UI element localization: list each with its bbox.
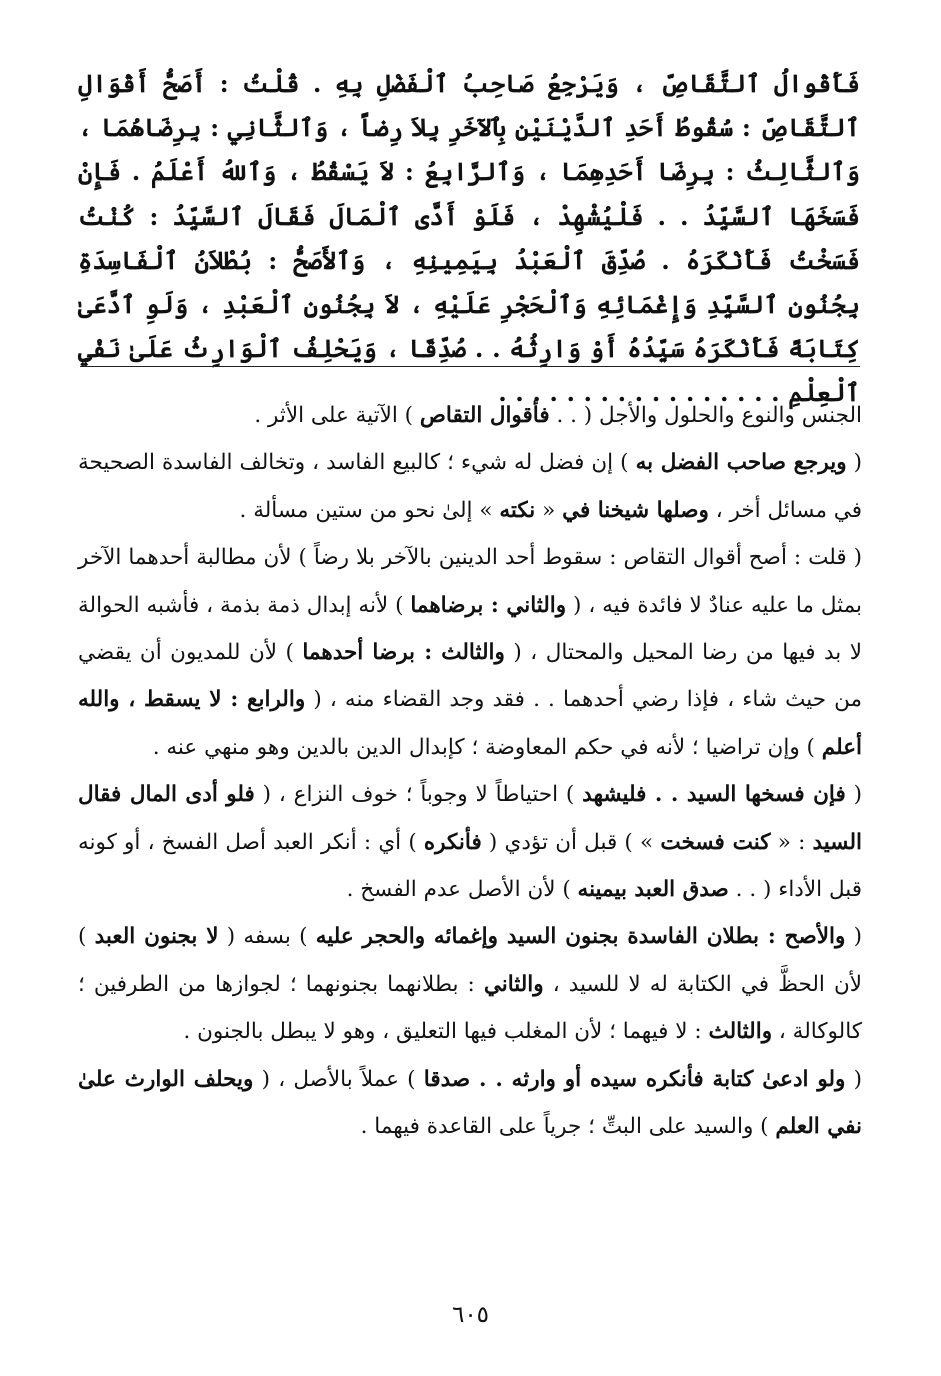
commentary-paragraph xyxy=(78,534,862,771)
commentary-segment: ) لأن الأصل عدم الفسخ . xyxy=(346,877,578,903)
commentary-segment: : بطلانهما بجنونهما ؛ لجوازها من الطرفين ؛ كالوكالة ، xyxy=(78,971,862,1045)
commentary-segment: ) لأن مطالبة أحدهما الآخر بمثل ما عليه عنادٌ لا فائدة فيه ، ( xyxy=(78,545,862,618)
quoted-matn-segment: والأصح : بطلان الفاسدة بجنون السيد وإغمائه والحجر عليه xyxy=(315,924,846,950)
quoted-matn-segment: صدق العبد بيمينه xyxy=(577,877,729,903)
commentary-segment: « xyxy=(535,497,563,523)
commentary-segment: ( xyxy=(846,450,863,476)
commentary-segment: » ) قبل أن تؤدي ( xyxy=(481,829,661,855)
commentary-segment: ) والسيد على البتِّ ؛ جرياً على القاعدة فيهما . xyxy=(360,1114,776,1140)
commentary-segment: ) لأن الحظَّ في الكتابة له لا للسيد ، xyxy=(78,924,862,997)
separator-line xyxy=(80,366,860,367)
quoted-matn-segment: وصلها شيخنا في xyxy=(562,497,709,523)
quoted-matn-segment: والرابع : لا يسقط ، والله أعلم xyxy=(78,687,862,760)
commentary-segment: ) لأن للمديون أن يقضي من حيث شاء ، فإذا رضي أحدهما . . فقد وجد القضاء منه ، ( xyxy=(78,640,862,713)
commentary-segment: ) بسفه ( xyxy=(218,924,316,950)
commentary-segment: ( xyxy=(845,782,862,808)
commentary-segment: ) لأنه إبدال ذمة بذمة ، فأشبه الحوالة لا بد فيها من رضا المحيل والمحتال ، ( xyxy=(78,592,862,666)
quoted-matn-segment: والثاني : برضاهما xyxy=(410,592,567,618)
commentary-segment: ) أي : أنكر العبد أصل الفسخ ، أو كونه قبل الأداء ( . . xyxy=(78,829,862,903)
commentary-segment: : لا فيهما ؛ لأن المغلب فيها التعليق ، وهو لا يبطل بالجنون . xyxy=(183,1019,709,1045)
commentary-paragraph xyxy=(78,771,862,913)
quoted-matn-segment: ولو ادعىٰ كتابة فأنكره سيده أو وارثه . . صدقا xyxy=(423,1066,846,1092)
commentary-paragraph xyxy=(78,1056,862,1151)
commentary-segment: ( xyxy=(845,924,862,950)
quoted-matn-segment: ويرجع صاحب الفضل به xyxy=(635,450,847,476)
quoted-matn-segment: فأقوال التقاص xyxy=(419,403,550,428)
quoted-matn-segment: والثاني xyxy=(483,971,544,997)
quoted-matn-segment: نكته xyxy=(499,497,536,523)
quoted-matn-segment: فأنكره xyxy=(423,829,482,855)
commentary-paragraph xyxy=(78,913,862,1055)
quoted-matn-segment: فإن فسخها السيد . . فليشهد xyxy=(582,782,846,808)
commentary-segment: الجنس والنوع والحلول والأجل ( . . xyxy=(549,403,862,428)
main-text-matn: فَأَقْوالُ ٱلتَّقَاصِّ ، وَيَرْجِعُ صَاحِبُ ٱلْفَضْلِ بِهِ . قُلْتُ : أَصَحُّ أَقْوَالِ ٱلتَّقَاصِّ : سُقُوطُ أَحَدِ ٱلدَّيْنَيْنِ بِٱلآخَرِ بِلاَ رِضاً ، وَٱلثَّانِي : بِرِضَاهُمَا ، وَٱلثَّالِثُ : بِرِضَا أَحَدِهِمَا ، وَٱلرَّابِعُ : لاَ يَسْقُطُ ، وَٱللهُ أَعْلَمُ . فَإِنْ فَسَخَهَا ٱلسَّيِّدُ . . فَلْيُشْهِدْ ، فَلَوْ أَدَّى ٱلْمَالَ فَقَالَ ٱلسَّيِّدُ : كُنْتُ فَسَخْتُ فَأَنْكَرَهُ . صُدِّقَ ٱلْعَبْدُ بِيَمِينِهِ ، وَٱلأَصَحُّ : بُطْلاَنُ ٱلْفَاسِدَةِ بِجُنُونِ ٱلسَّيِّدِ وَإِغْمَائِهِ وَٱلْحَجْرِ عَلَيْهِ ، لاَ بِجُنُونِ ٱلْعَبْدِ ، وَلَوِ ٱدَّعَىٰ كِتَابَةً فَأَنْكَرَهُ سَيِّدُهُ أَوْ وَارِثُهُ . . صُدِّقَا ، وَيَحْلِفُ ٱلْوَارِثُ عَلَىٰ نَفْيِ ٱلْعِلْمِ . . . . . . . . . . . . . . . . . xyxy=(78,69,860,408)
quoted-matn-segment: والثالث xyxy=(708,1019,773,1045)
quoted-matn-segment: كنت فسخت xyxy=(660,829,771,855)
commentary-paragraph xyxy=(78,439,862,534)
commentary-segment: ) الآتية على الأثر . xyxy=(254,403,420,428)
commentary-segment: قلت : أصح أقوال التقاص : سقوط أحد الدينين بالآخر بلا رضاً xyxy=(313,545,847,571)
commentary-sharh xyxy=(78,392,862,1151)
commentary-segment: ( xyxy=(845,1066,862,1092)
quoted-matn-segment: فلو أدى المال فقال السيد xyxy=(78,782,862,855)
quoted-matn-segment: والثالث : برضا أحدهما xyxy=(302,640,505,666)
commentary-segment: ) وإن تراضيا ؛ لأنه في حكم المعاوضة ؛ كإبدال الدين بالدين وهو منهي عنه . xyxy=(152,734,822,760)
page-number: ٦٠٥ xyxy=(451,1302,490,1328)
commentary-segment: ) إن فضل له شيء ؛ كالبيع الفاسد ، وتخالف الفاسدة الصحيحة في مسائل أخر ، xyxy=(78,450,862,523)
commentary-segment: : « xyxy=(770,829,813,855)
quoted-matn-segment: ويحلف الوارث علىٰ نفي العلم xyxy=(78,1066,862,1140)
commentary-segment: ) احتياطاً لا وجوباً ؛ خوف النزاع ، ( xyxy=(254,782,583,808)
commentary-segment: » إلىٰ نحو من ستين مسألة . xyxy=(239,497,500,523)
commentary-segment: ) عملاً بالأصل ، ( xyxy=(253,1066,424,1092)
commentary-paragraph xyxy=(78,392,862,439)
quoted-matn-segment: لا بجنون العبد xyxy=(94,924,219,950)
commentary-segment: ( xyxy=(846,545,862,571)
